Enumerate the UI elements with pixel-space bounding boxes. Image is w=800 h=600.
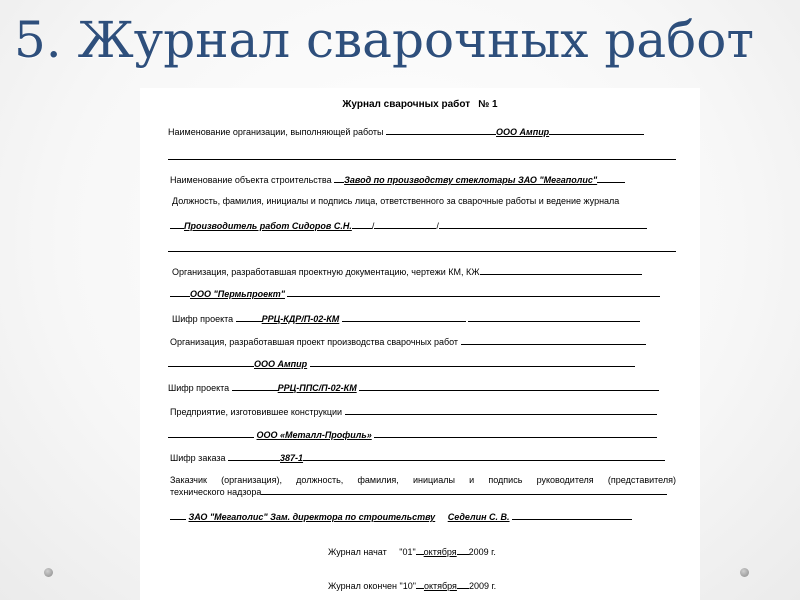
ppr-code-row: [168, 380, 676, 394]
journal-started-month: октября: [423, 547, 457, 557]
manufacturer-label: Предприятие, изготовившее конструкции: [170, 407, 343, 417]
responsible-separator: /: [371, 221, 375, 231]
customer-label-row-2: [170, 484, 678, 498]
manufacturer-row: [168, 427, 676, 441]
org-label: Наименование организации, выполняющей работы: [168, 127, 384, 137]
customer-label: Заказчик (организация), должность, фамилия, инициалы и подпись руководителя (представителя): [170, 475, 676, 485]
design-org-row: [170, 286, 678, 300]
design-org-label-row: [172, 264, 680, 278]
journal-finished-month: октября: [423, 581, 457, 591]
decorative-dot: [44, 568, 53, 577]
document-title-text: Журнал сварочных работ: [342, 99, 471, 110]
ppr-org-row: [168, 356, 676, 370]
org-value: ООО Ампир: [496, 127, 550, 137]
journal-finished-year: 2009 г.: [468, 581, 497, 591]
order-code-row: [170, 450, 678, 464]
responsible-separator: /: [436, 221, 439, 231]
responsible-label-row: [172, 195, 680, 207]
ppr-org-label: Организация, разработавшая проект производства сварочных работ: [170, 337, 459, 347]
journal-started-year: 2009 г.: [468, 547, 496, 557]
blank-line: [168, 250, 676, 252]
project-code-value: РРЦ-КДР/П-02-КМ: [261, 314, 340, 324]
responsible-row: [170, 218, 678, 232]
customer-label-continued: технического надзора: [170, 487, 262, 497]
journal-finished-row: [328, 578, 800, 592]
responsible-value: Производитель работ Сидоров С.Н.: [184, 221, 352, 231]
document-number: № 1: [478, 99, 498, 110]
journal-started-label: Журнал начат: [328, 547, 387, 557]
customer-row: [170, 509, 678, 523]
document-title: [140, 99, 700, 110]
manufacturer-value: ООО «Металл-Профиль»: [256, 430, 372, 440]
journal-started-row: [328, 544, 800, 558]
journal-finished-day: "10": [399, 581, 416, 591]
object-value: Завод по производству стеклотары ЗАО "Мегаполис": [344, 175, 598, 185]
ppr-org-value: ООО Ампир: [254, 359, 308, 369]
ppr-org-label-row: [170, 334, 678, 348]
ppr-code-value: РРЦ-ППС/П-02-КМ: [277, 383, 357, 393]
object-row: [170, 172, 678, 186]
org-row: [168, 124, 676, 138]
journal-document: [140, 88, 700, 600]
manufacturer-label-row: [170, 404, 678, 418]
slide-title: 5. Журнал сварочных работ: [14, 11, 755, 69]
object-label: Наименование объекта строительства: [170, 175, 332, 185]
responsible-label: Должность, фамилия, инициалы и подпись лица, ответственного за сварочные работы и ведение журнала: [172, 196, 620, 206]
project-code-row: [172, 311, 680, 325]
order-code-label: Шифр заказа: [170, 453, 226, 463]
journal-finished-label: Журнал окончен: [328, 581, 398, 591]
customer-value: ЗАО "Мегаполис" Зам. директора по строительству: [188, 512, 436, 522]
order-code-value: 387-1: [280, 453, 304, 463]
project-code-label: Шифр проекта: [172, 314, 234, 324]
blank-line: [168, 158, 676, 160]
design-org-value: ООО "Пермьпроект": [190, 289, 285, 299]
design-org-label: Организация, разработавшая проектную документацию, чертежи КМ, КЖ: [172, 267, 480, 277]
decorative-dot: [740, 568, 749, 577]
journal-started-day: "01": [399, 547, 416, 557]
ppr-code-label: Шифр проекта: [168, 383, 230, 393]
customer-person: Седелин С. В.: [447, 512, 510, 522]
